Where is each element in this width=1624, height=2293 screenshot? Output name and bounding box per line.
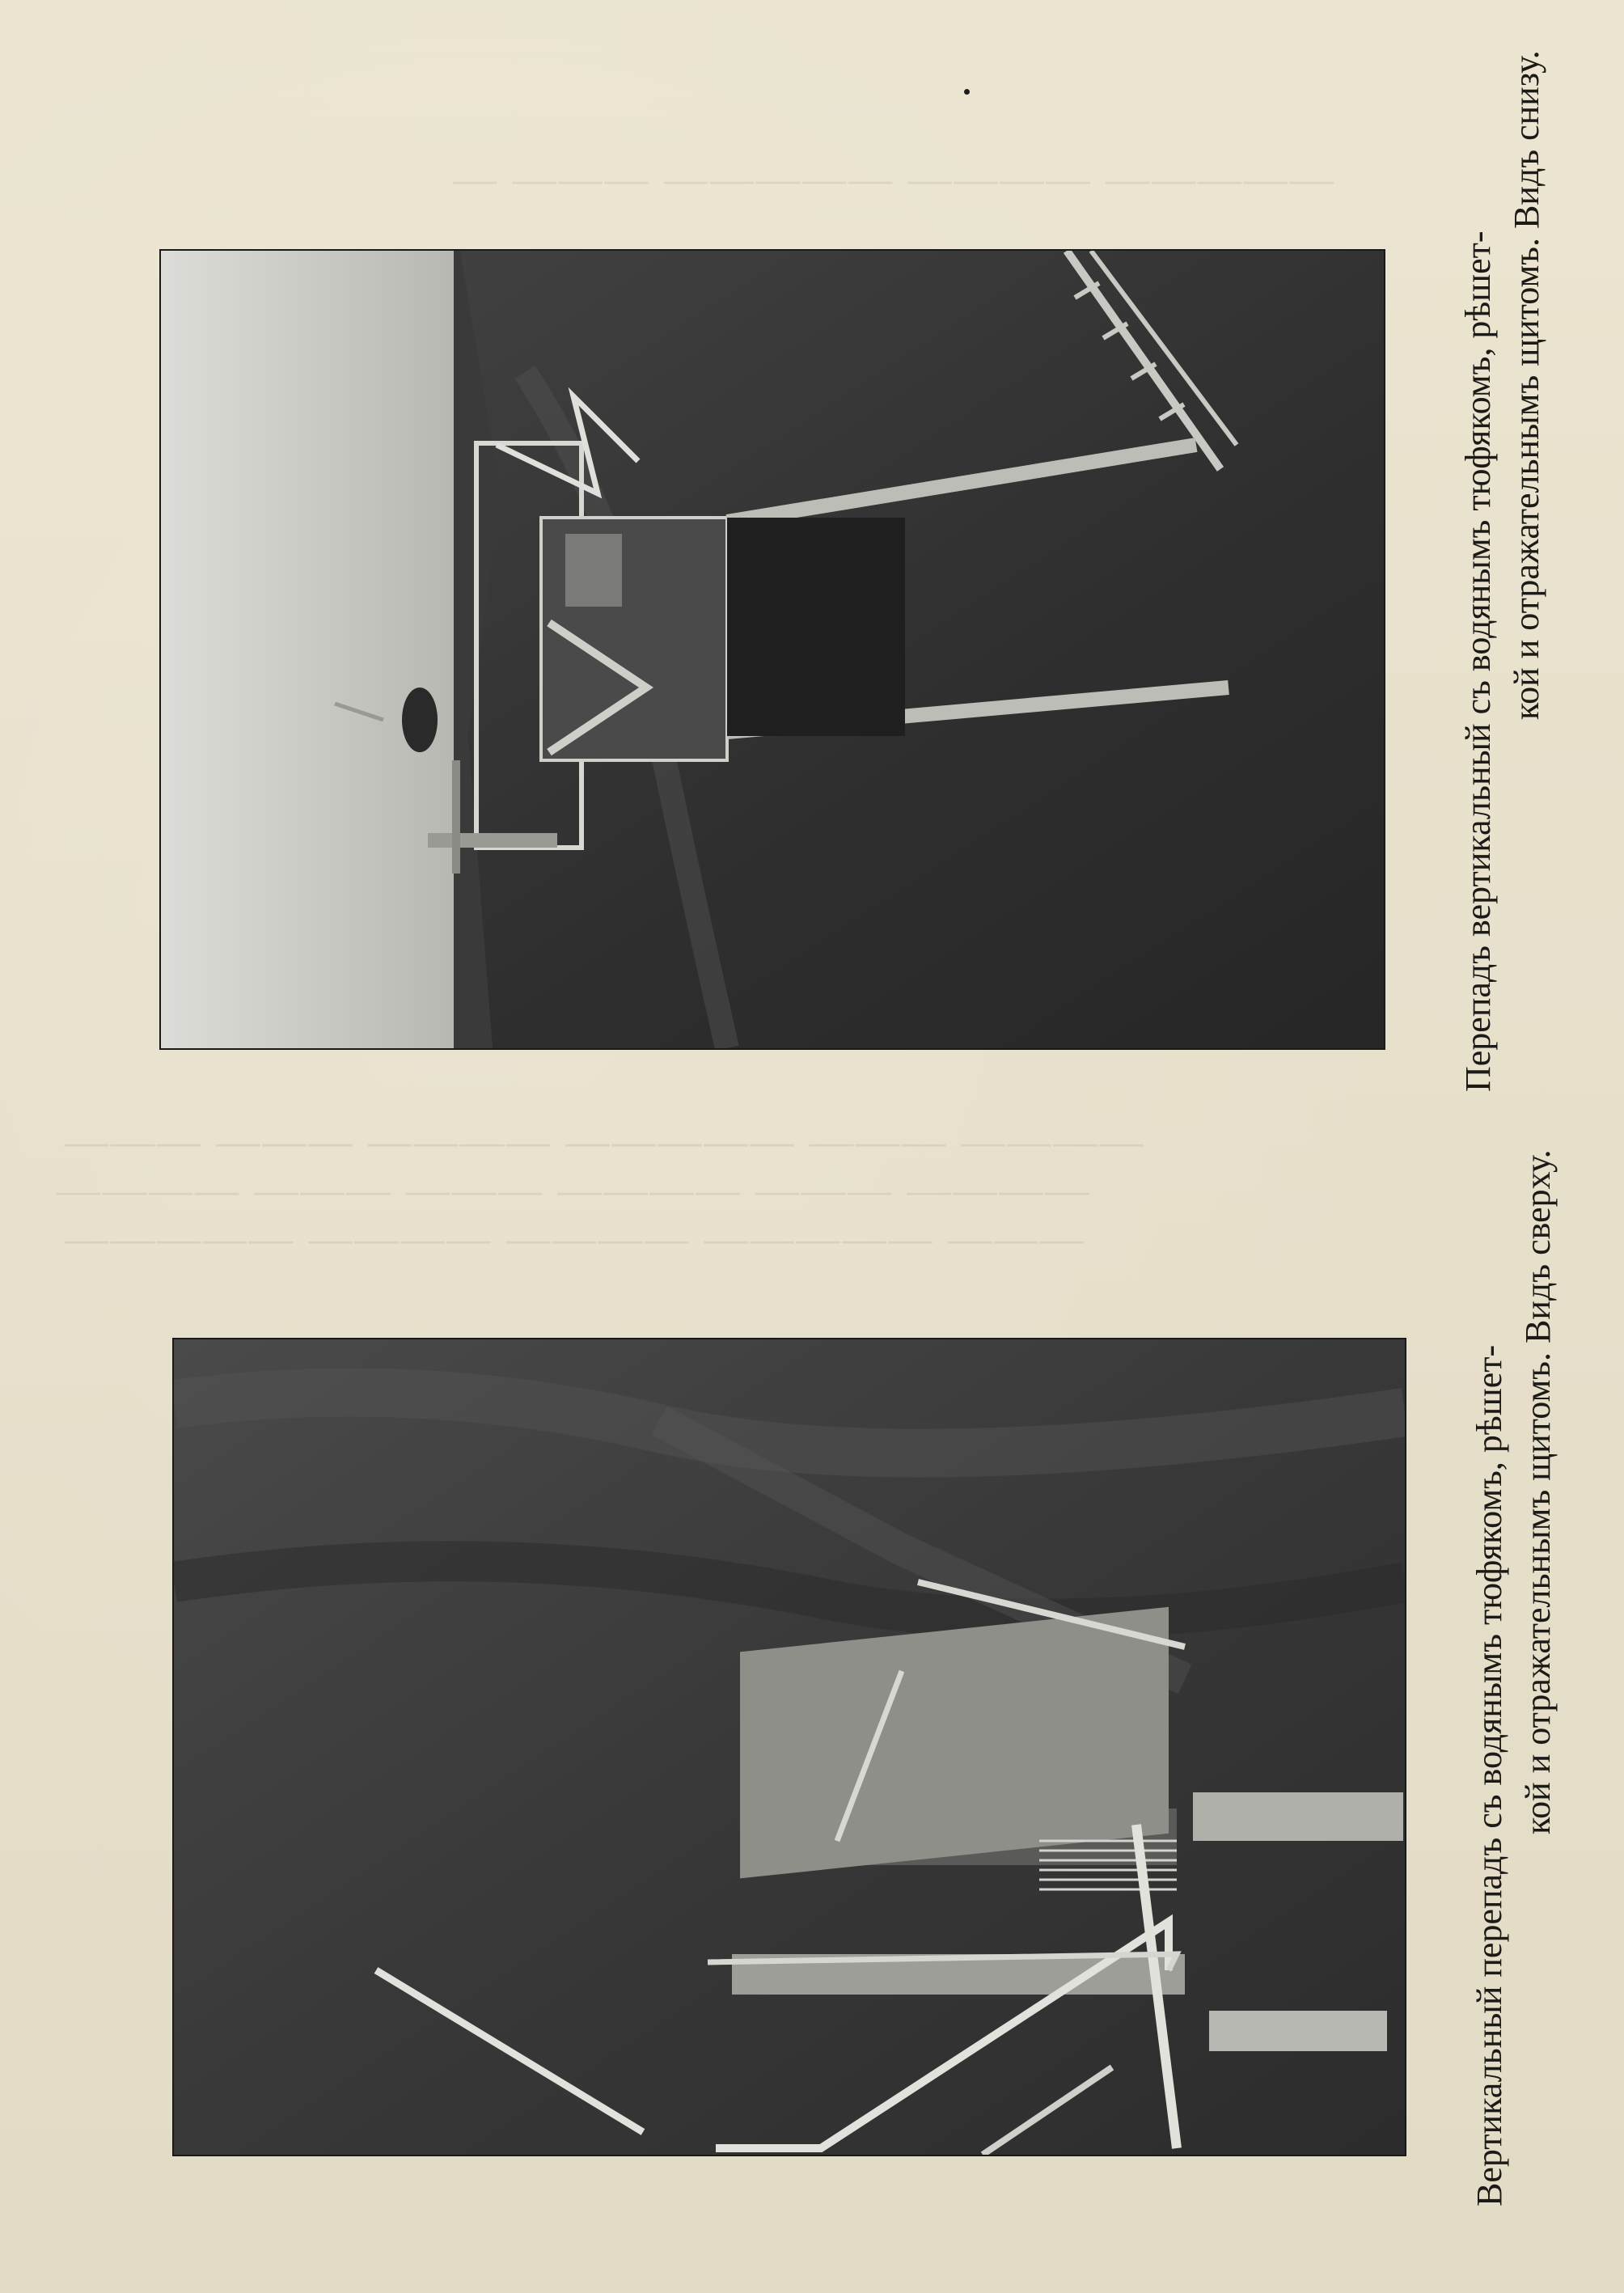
caption-view-from-above <box>1465 1149 1558 2207</box>
bleed-through-text: — ——— ————— ———— ————— <box>453 154 1336 203</box>
caption-line: кой и отражательнымъ щитомъ. Видъ сверху. <box>1518 1149 1558 1834</box>
photo-view-from-above <box>172 1338 1406 2156</box>
photo-view-from-below <box>159 249 1385 1050</box>
photo-view-from-below-image <box>161 251 1384 1048</box>
caption-view-from-below <box>1454 50 1546 1093</box>
caption-line: Перепадъ вертикальный съ водянымъ тюфякомъ, рѣшет- <box>1458 231 1498 1092</box>
bleed-through-text: ———— ——— ——— ———— ——— ———— <box>57 1166 1092 1214</box>
bleed-through-text: ————— ———— ———— ————— ——— <box>65 1214 1086 1263</box>
photo-view-from-above-image <box>174 1339 1405 2155</box>
print-speck <box>964 89 970 95</box>
caption-line: кой и отражательнымъ щитомъ. Видъ снизу. <box>1507 50 1546 720</box>
caption-line: Вертикальный перепадъ съ водянымъ тюфякомъ, рѣшет- <box>1470 1344 1509 2206</box>
bleed-through-text: ——— ——— ———— ————— ——— ———— <box>65 1117 1146 1166</box>
